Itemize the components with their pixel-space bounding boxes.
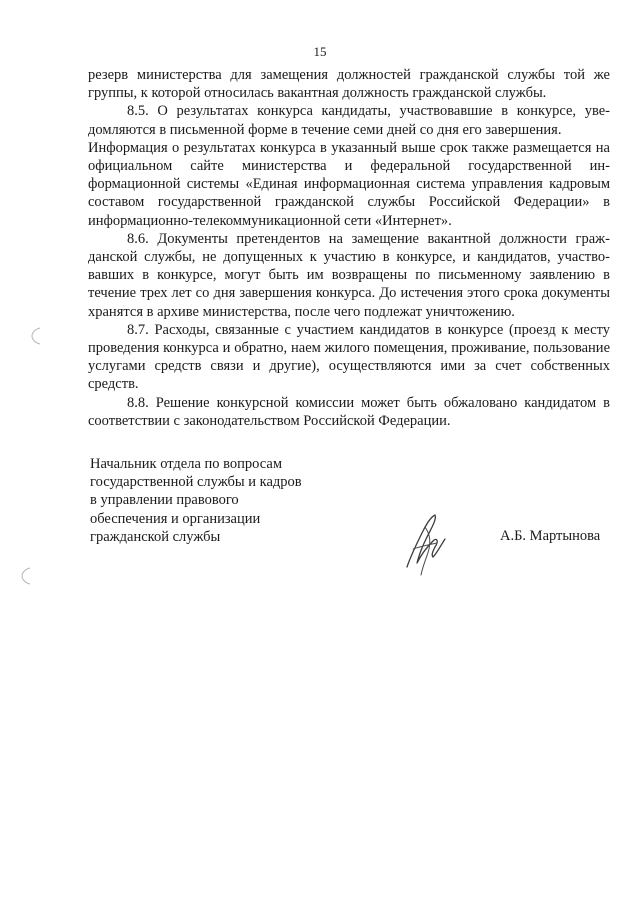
paragraph-continuation: резерв министерства для замещения должностей гражданской службы той же группы, к которой относилась вакантная должность гражданской службы. [88,67,610,102]
signer-position-line: Начальник отдела по вопросам [90,456,283,472]
hole-punch-mark [30,326,44,346]
signer-position-line: в управлении правового [90,492,239,509]
signer-position-line: обеспечения и организации [90,510,261,527]
paragraph-8-8: 8.8. Решение конкурсной комиссии может быть обжаловано кандидатом в соответствии с законодательством Российской Федерации. [88,394,610,429]
handwritten-signature [395,505,455,585]
paragraph-8-5: 8.5. О результатах конкурса кандидаты, участвовавшие в конкурсе, уведомляются в письменной форме в течение семи дней со дня его завершения. [88,103,610,138]
signer-position-line: гражданской службы [90,528,221,545]
paragraph-8-5-info: Информация о результатах конкурса в указанный выше срок также размещается на официальном сайте министерства и федеральной государственной информационной системы «Единая информационная система управления кадровым составом государственной гражданской службы Российской Федерации» в информационно-телекоммуникационной сети «Интернет». [88,139,610,229]
signer-name: А.Б. Мартынова [500,528,601,544]
hole-punch-mark [20,566,34,586]
document-body [88,66,610,430]
signer-position-line: государственной службы и кадров [90,474,302,491]
paragraph-8-6: 8.6. Документы претендентов на замещение вакантной должности гражданской службы, не допущенных к участию в конкурсе, и кандидатов, участвовавших в конкурсе, могут быть им возвращены по письменному заявлению в течение трех лет со дня завершения конкурса. До истечения этого срока документы хранятся в архиве министерства, после чего подлежат уничтожению. [88,230,610,320]
signer-position [90,455,302,546]
paragraph-8-7: 8.7. Расходы, связанные с участием кандидатов в конкурсе (проезд к месту проведения конкурса и обратно, наем жилого помещения, проживание, пользование услугами средств связи и другие), осуществляются ими за счет собственных средств. [88,321,610,393]
page-number: 15 [313,44,327,59]
